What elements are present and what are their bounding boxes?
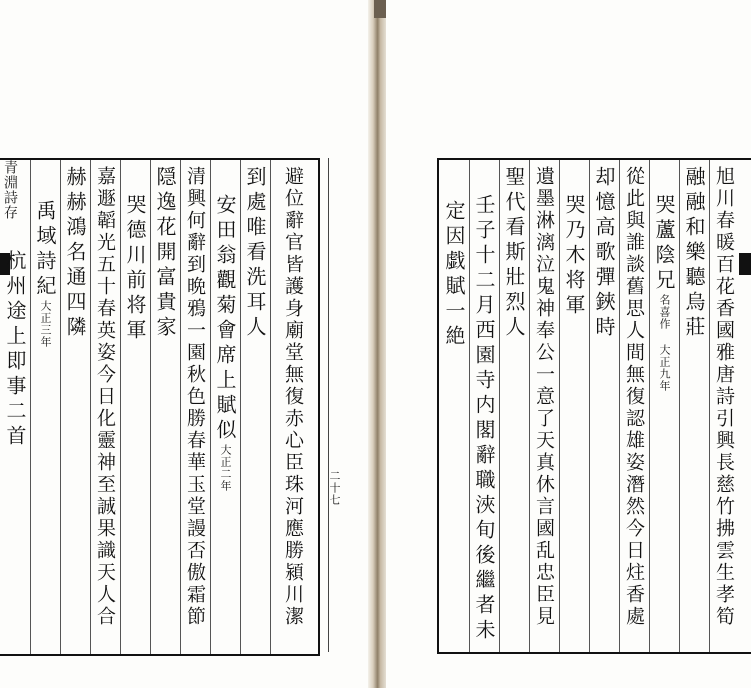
column-text: 却憶高歌彈鋏時	[592, 166, 616, 341]
column-text: 從此與誰談舊思人間無復認雄姿潛然今日炷香處	[623, 166, 645, 628]
column-r6	[529, 160, 559, 652]
column-r7	[499, 160, 529, 652]
column-l9	[0, 160, 30, 654]
column-l3	[180, 160, 210, 654]
column-text: 壬子十二月西園寺内閣辭職浹旬後繼者未	[472, 194, 496, 644]
right-text-frame	[437, 158, 751, 654]
column-text: 定因戯賦一絶	[442, 200, 466, 350]
column-text: 哭蘆陰兄	[652, 194, 676, 294]
column-text: 遺墨淋漓泣鬼神奉公一意了天真休言國乱忠臣見	[533, 166, 555, 628]
column-text: 赫赫鴻名通四隣	[63, 166, 87, 341]
left-text-frame	[0, 158, 320, 656]
column-text: 安田翁觀菊會席上賦似	[213, 194, 237, 444]
folio-number: 二十七	[328, 470, 341, 506]
column-l7	[60, 160, 90, 654]
column-l1	[240, 160, 270, 654]
column-l4	[150, 160, 180, 654]
column-text: 旭川春暖百花香國雅唐詩引興長慈竹拂雲生孝筍	[713, 166, 735, 628]
column-text: 杭州途上即事二首	[3, 250, 27, 450]
column-r8	[469, 160, 499, 652]
column-text: 到處唯看洗耳人	[243, 166, 267, 341]
column-note: 名喜作 大正九年	[658, 294, 671, 392]
column-l6	[90, 160, 120, 654]
column-text: 禹域詩紀	[33, 200, 57, 300]
column-l2	[210, 160, 240, 654]
column-text: 嘉遯韜光五十春英姿今日化靈神至誠果識天人合	[94, 166, 116, 628]
book-gutter	[368, 0, 388, 688]
column-r4	[589, 160, 619, 652]
column-text: 哭乃木将軍	[562, 194, 586, 319]
column-r9	[439, 160, 469, 652]
column-r3	[619, 160, 649, 652]
column-text: 融融和樂聽烏莊	[682, 166, 706, 341]
column-text: 聖代看斯壯烈人	[502, 166, 526, 341]
page-margin-rule	[320, 158, 329, 652]
column-text: 避位辭官皆護身廟堂無復赤心臣珠河應勝潁川潔	[282, 166, 304, 628]
column-note: 大正二年	[219, 444, 232, 492]
column-text: 隠逸花開富貴家	[153, 166, 177, 341]
column-r0	[709, 160, 739, 652]
column-r2	[649, 160, 679, 652]
column-l5	[120, 160, 150, 654]
gutter-shadow	[374, 0, 386, 18]
column-r1	[679, 160, 709, 652]
column-l0	[270, 160, 316, 654]
column-note: 大正三年	[39, 300, 52, 348]
book-title: 青淵詩存	[2, 160, 18, 220]
column-text: 清興何辭到晩鴉一園秋色勝春華玉堂謾否傲霜節	[184, 166, 206, 628]
column-l8	[30, 160, 60, 654]
left-page	[0, 0, 372, 688]
column-r5	[559, 160, 589, 652]
column-text: 哭德川前将軍	[123, 194, 147, 344]
